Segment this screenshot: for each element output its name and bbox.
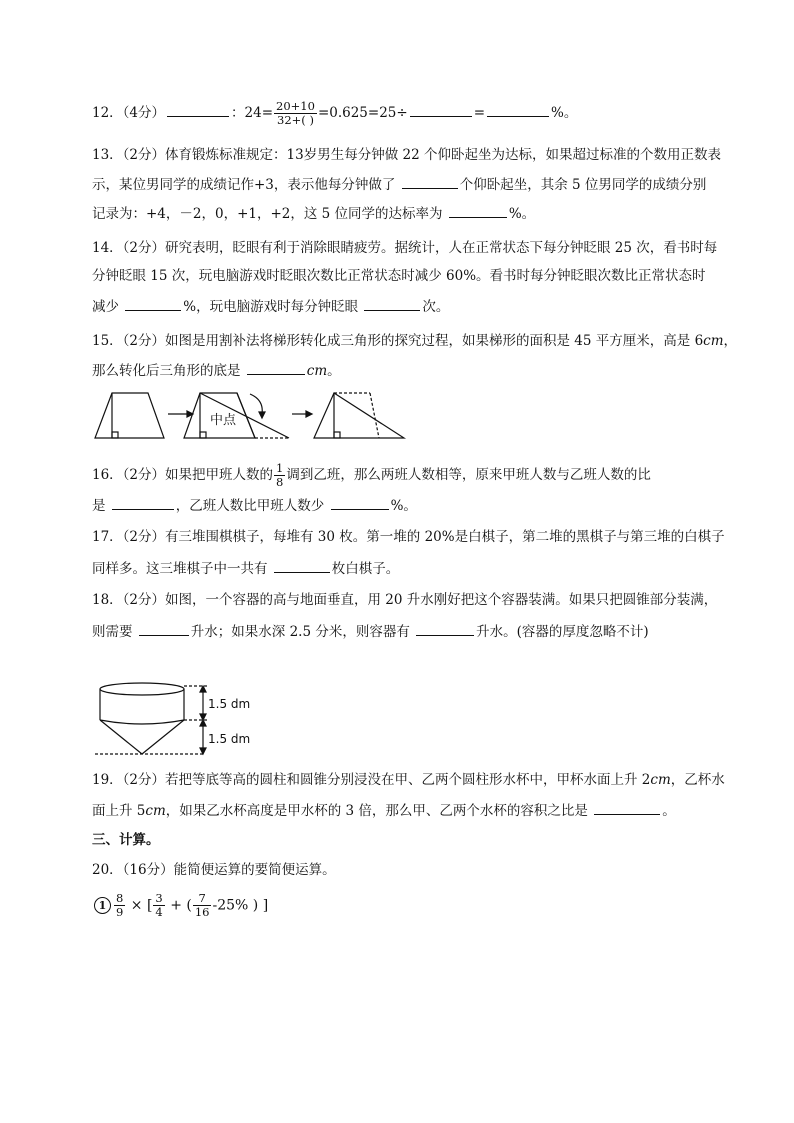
- q14-blank-2[interactable]: [364, 295, 420, 311]
- q16-blank-2[interactable]: [331, 494, 389, 510]
- q19-blank-1[interactable]: [594, 799, 660, 815]
- q16-fraction: $\frac{1}{8}$: [276, 461, 284, 489]
- q12-label: 12．（4分）: [92, 105, 166, 121]
- q20-expression: 1 $\frac{8}{9}$ × [ $\frac{3}{4}$ + ( $\frac{7}{16}$ -25% ) ]: [94, 892, 268, 919]
- q18-blank-2[interactable]: [416, 620, 474, 636]
- container-figure: [92, 680, 272, 760]
- circled-number-1: 1: [94, 897, 111, 914]
- exam-page: 12．（4分） ：24= $\frac{20+10}{32+( )}$ =0.625=25÷ = %。 13．（2分）体育锻炼标准规定：13岁男生每分钟做 22 个仰卧起坐为达标，如果超过标准的个数用正数表 示，某位男同学的成绩记作+3，表示他每分钟做了 个仰卧起坐，其余 5 位男同学的成绩分别 记录为：+4，－2，0，+1，+2，这 5 位同学的达标率为 %。 14．（2分）研究表明，眨眼有利于消除眼睛疲劳。据统计，人在正常状态下每分钟眨眼 25 次，看书时每 分钟眨眼 15 次，玩电脑游戏时眨眼次数比正常状态时减少 60%。看书时每分钟眨眼次数比正常状态时 减少 %，玩电脑游戏时每分钟眨眼 次。 15．（2分）如图是用割补法将梯形转化成三角形的探究过程，如果梯形的面积是 45 平方厘米，高是 6cm， 那么转化后三角形的底是 cm。 中点 16．（2分）如果把甲班人数的 $\frac{1}{8}$ 调到乙班，那么两班人数相等，原来甲班人数与乙班人数的比 是 ，乙班人数比甲班人数少 %。 17．（2分）有三堆围棋棋子，每堆有 30 枚。第一堆的 20%是白棋子，第二堆的黑棋子与第三堆的白棋子 同样多。这三堆棋子中一共有 枚白棋子。 18．（2分）如图，一个容器的高与地面垂直，用 20 升水刚好把这个容器装满。如果只把圆锥部分装满， 则需要 升水；如果水深 2.5 分米，则容器有 升水。(容器的厚度忽略不计) 1.5 dm 1.5 dm 19．（2分）若把等底等高的圆柱和圆锥分别浸没在甲、乙两个圆柱形水杯中，甲杯水面上升 2cm，乙杯水 面上升 5cm，如果乙水杯高度是甲水杯的 3 倍，那么甲、乙两个水杯的容积之比是 。 三、计算。 20．（16分）能简便运算的要简便运算。 1 $\frac{8}{9}$ × [ $\frac{3}{4}$ + ( $\frac{7}{16}$ -25% ) ]: [92, 99, 738, 919]
- dimension-label-bottom: 1.5 dm: [208, 732, 251, 746]
- q12-fraction: $\frac{20+10}{32+( )}$: [276, 99, 315, 127]
- trapezoid-to-triangle-figure: [92, 390, 432, 442]
- q16-blank-1[interactable]: [112, 494, 174, 510]
- dimension-label-top: 1.5 dm: [208, 697, 251, 711]
- q13-line-1: 13．（2分）体育锻炼标准规定：13岁男生每分钟做 22 个仰卧起坐为达标，如果超过标准的个数用正数表: [92, 147, 721, 163]
- q17-blank-1[interactable]: [274, 557, 330, 573]
- q18-blank-1[interactable]: [139, 620, 189, 636]
- section-heading: 三、计算。: [92, 832, 160, 848]
- q12-blank-3[interactable]: [487, 101, 549, 117]
- q13-blank-2[interactable]: [449, 202, 507, 218]
- q14-blank-1[interactable]: [125, 295, 181, 311]
- q12-blank-2[interactable]: [410, 101, 472, 117]
- q13-blank-1[interactable]: [402, 173, 458, 189]
- q15-blank-1[interactable]: [247, 359, 305, 375]
- midpoint-label: 中点: [210, 413, 237, 428]
- q12-blank-1[interactable]: [167, 101, 229, 117]
